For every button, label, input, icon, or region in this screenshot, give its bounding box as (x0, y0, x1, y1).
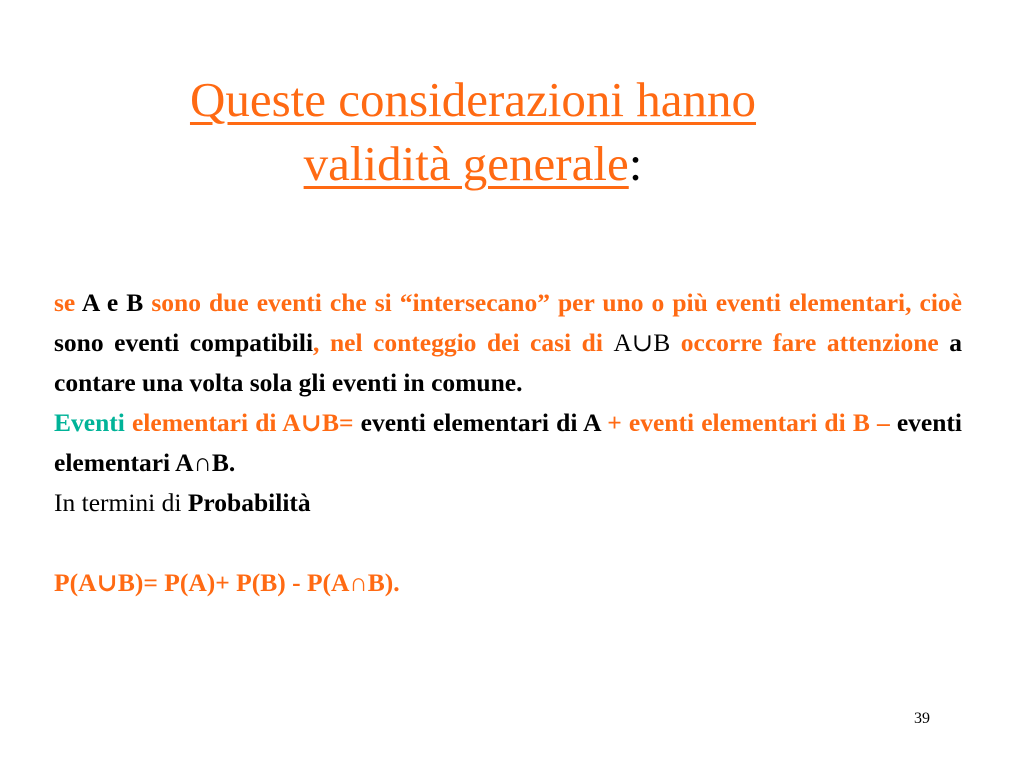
slide-body (54, 283, 962, 603)
p1-text-compatible: sono eventi compatibili (54, 328, 314, 357)
formula-text: P(A∪B)= P(A)+ P(B) - P(A∩B). (54, 568, 400, 597)
p2-text-intersection: eventi elementari A∩B. (54, 408, 962, 477)
p1-text-count-once: a contare una volta sola gli eventi in comune. (54, 328, 962, 397)
p2-text-union: elementari di A∪B= (131, 408, 361, 437)
slide-title (0, 68, 946, 196)
p1-text-a-e-b: A e B (81, 288, 152, 317)
p3-text-intro: In termini di (54, 488, 188, 517)
title-line-2 (0, 132, 946, 196)
page-number: 39 (914, 710, 930, 727)
probability-formula (54, 563, 962, 603)
p2-text-events-b: + eventi elementari di B – (607, 408, 897, 437)
p1-text-attention: occorre fare attenzione (680, 328, 950, 357)
title-colon: : (628, 136, 643, 191)
p1-text-union: A∪B (613, 328, 681, 357)
p1-text-counting: , nel conteggio dei casi di (313, 328, 614, 357)
p1-text-se: se (54, 288, 82, 317)
p2-text-events-a: eventi elementari di A (360, 408, 608, 437)
spacer (54, 523, 962, 563)
title-line-1 (0, 68, 946, 132)
paragraph-compatible-events (54, 283, 962, 403)
p2-text-eventi: Eventi (54, 408, 132, 437)
p1-text-intersect: sono due eventi che si “intersecano” per uno o più eventi elementari, cioè (151, 288, 962, 317)
title-line-1-text: Queste considerazioni hanno (189, 72, 757, 127)
paragraph-probability-intro (54, 483, 962, 523)
title-line-2-text: validità generale (303, 136, 629, 191)
paragraph-elementary-events (54, 403, 962, 483)
p3-text-probability: Probabilità (187, 488, 311, 517)
